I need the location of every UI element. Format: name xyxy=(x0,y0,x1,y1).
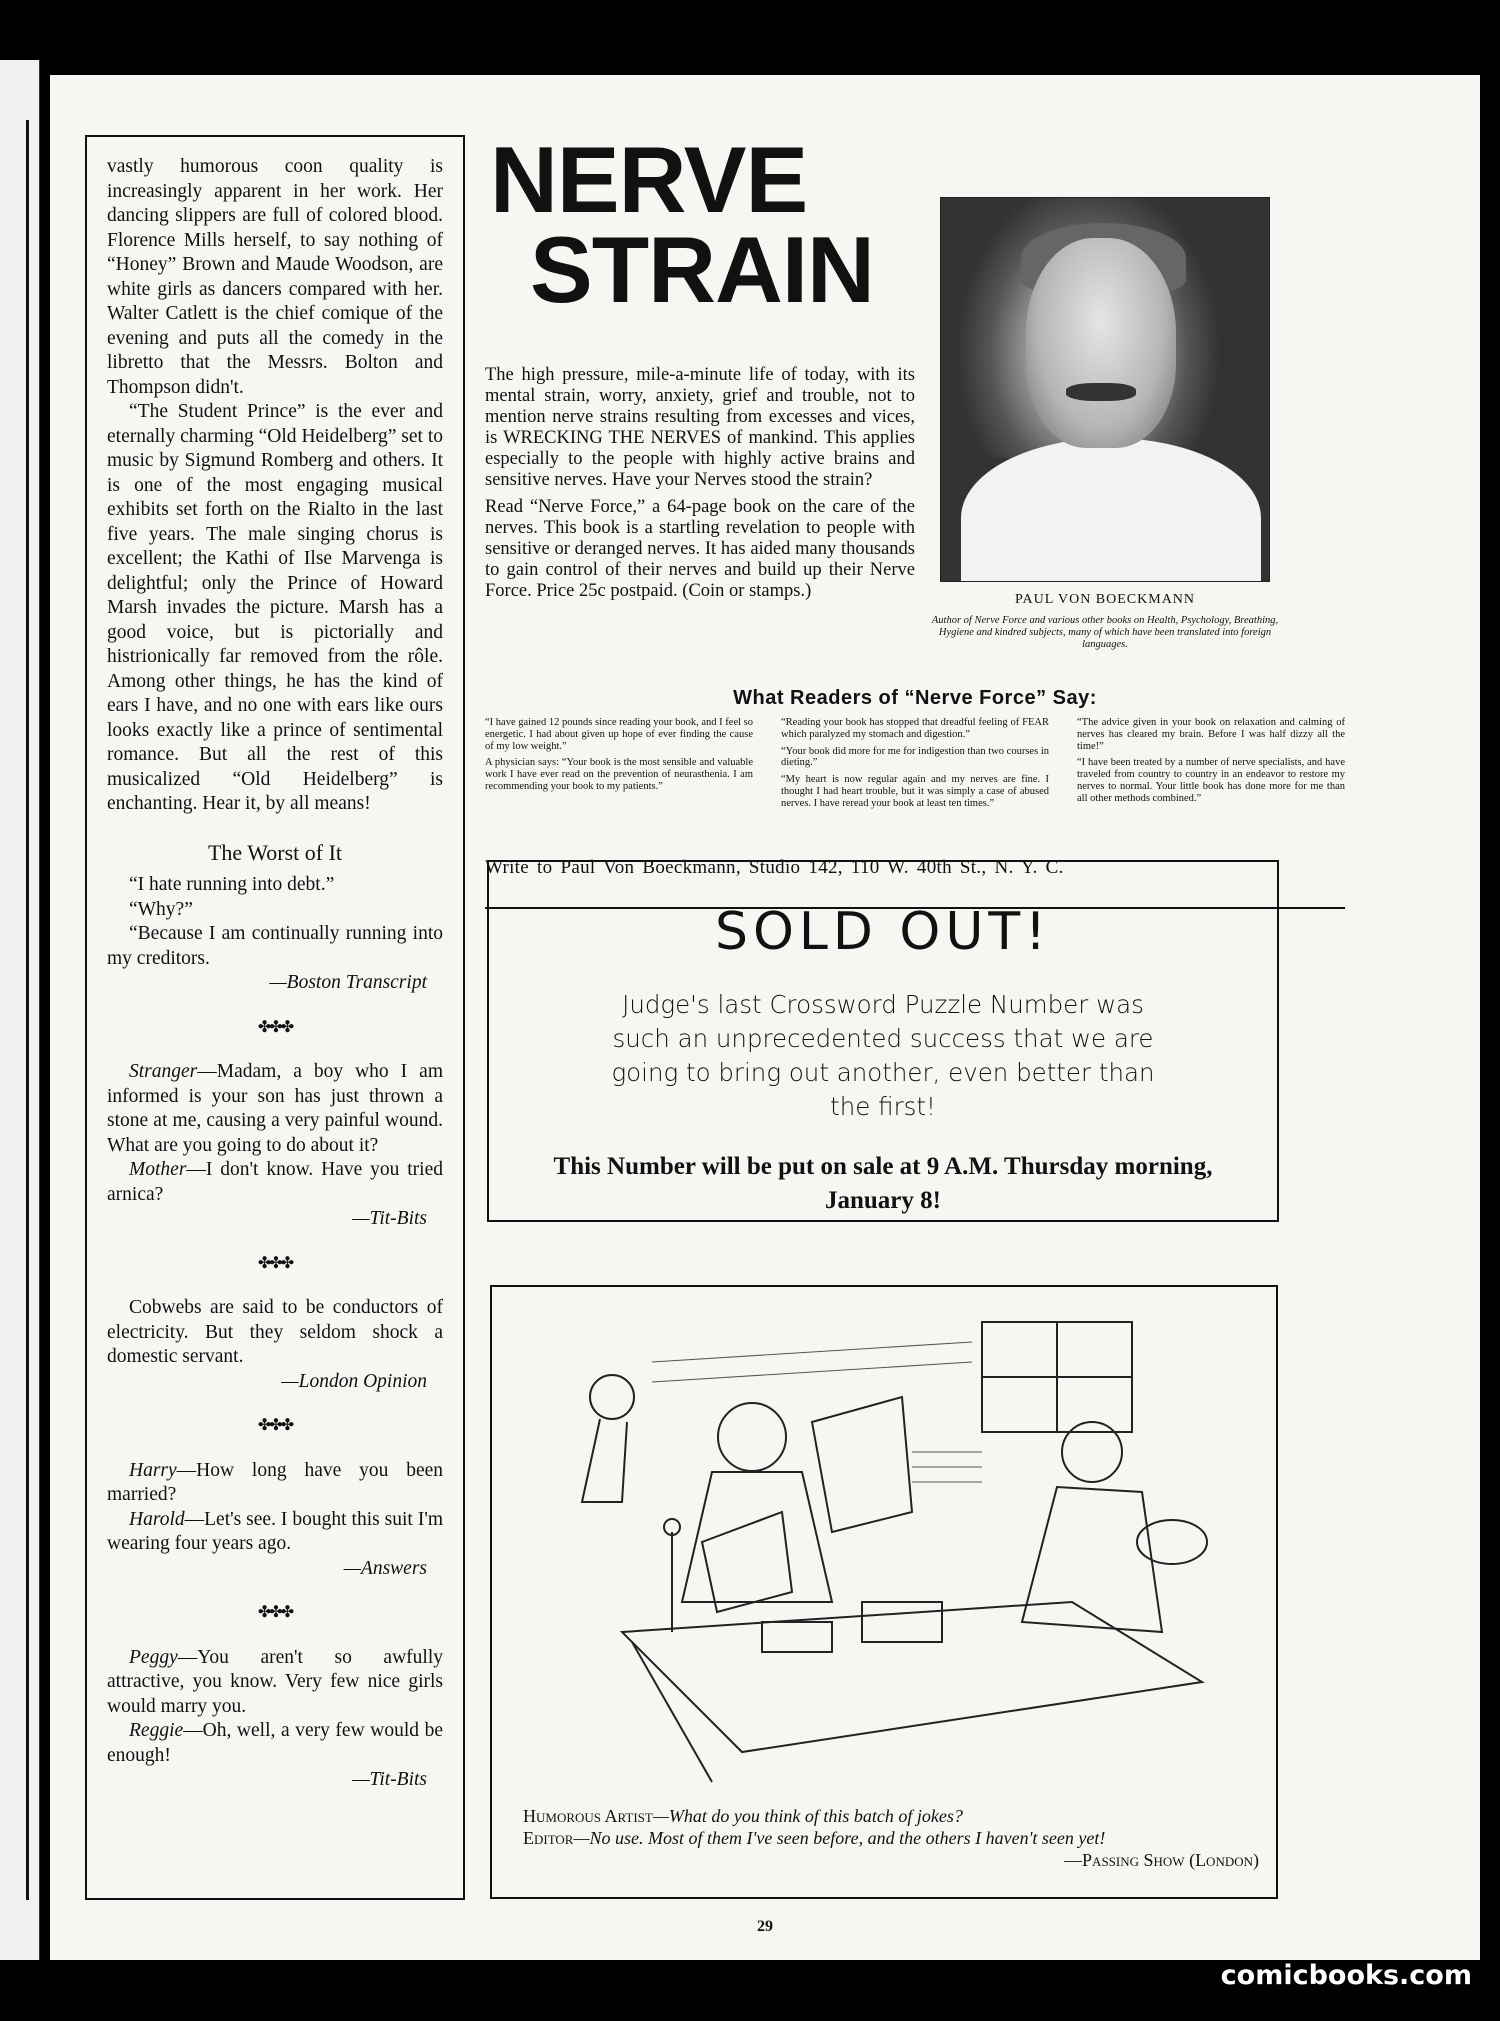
ad-headline-line-2: STRAIN xyxy=(530,217,874,322)
speaker: Humorous Artist xyxy=(523,1806,653,1826)
adjacent-page-edge xyxy=(0,60,40,1960)
review-paragraph-2: “The Student Prince” is the ever and eternally charming “Old Heidelberg” set to music by Sigmund Romberg and others. It is one of the most engaging musical exhibits set forth on the Rialto in the last five years. The male singing chorus is excellent; the Kathi of Ilse Marvenga is delightful; only the Prince of Howard Marsh invades the picture. Marsh has a good voice, but is pictorially and histrionically far removed from the rôle. Among other things, he has the kind of ears I have, and no one with ears like ours looks exactly like a prince of sentimental romance. But all the rest of this musicalized “Old Heidelberg” is enchanting. Hear it, by all means! xyxy=(107,401,443,814)
ad-headline-line-1: NERVE xyxy=(490,127,808,232)
watermark: comicbooks.com xyxy=(1220,1960,1472,1991)
joke-line: “Why?” xyxy=(129,898,193,920)
joke-paragraph: Cobwebs are said to be conductors of electricity. But they seldom shock a domestic servant. xyxy=(107,1297,443,1367)
testimonial-column xyxy=(781,717,1049,815)
portrait-name: PAUL VON BOECKMANN xyxy=(1014,592,1196,607)
speaker: Harry xyxy=(129,1459,177,1481)
testimonial: “Reading your book has stopped that dreadful feeling of FEAR which paralyzed my stomach and digestion.” xyxy=(781,717,1049,740)
testimonial: “I have gained 12 pounds since reading your book, and I feel so energetic. I had about given up hope of ever finding the cause of my low weight.” xyxy=(485,717,753,752)
speaker: Harold xyxy=(129,1508,185,1530)
testimonial: “I have been treated by a number of nerve specialists, and have traveled from country to country in an endeavor to restore my nerves to normal. Your little book has done more for me than all other methods combined.” xyxy=(1077,757,1345,804)
joke-source: —Answers xyxy=(343,1557,427,1579)
section-divider-icon: ✤✤✤ xyxy=(257,1254,293,1272)
ad-headline xyxy=(490,127,874,322)
speaker: Stranger xyxy=(129,1061,198,1082)
joke-source: —Boston Transcript xyxy=(269,972,427,993)
section-divider-icon: ✤✤✤ xyxy=(257,1417,293,1434)
sold-out-sale-date: This Number will be put on sale at 9 A.M. Thursday morning, January 8! xyxy=(553,1153,1213,1214)
caption-text: —What do you think of this batch of jokes? xyxy=(652,1806,963,1826)
portrait-caption: Author of Nerve Force and various other books on Health, Psychology, Breathing, Hygiene and kindred subjects, many of which have been translated into foreign languages. xyxy=(931,615,1279,650)
section-divider-icon: ✤✤✤ xyxy=(257,1018,293,1036)
joke-paragraph xyxy=(107,1646,443,1720)
joke-text: —How long have you been married? xyxy=(107,1459,443,1505)
ad-address: Write to Paul Von Boeckmann, Studio 142, 110 W. 40th St., N. Y. C. xyxy=(485,857,1064,878)
testimonial-column xyxy=(485,717,753,815)
joke-source: —London Opinion xyxy=(281,1370,427,1392)
joke-text: —Let's see. I bought this suit I'm wearing four years ago. xyxy=(107,1508,443,1554)
speaker: Mother xyxy=(129,1159,187,1180)
magazine-page xyxy=(50,75,1480,1960)
testimonials xyxy=(485,717,1345,815)
joke-line: “Because I am continually running into my creditors. xyxy=(107,923,443,969)
speaker: Reggie xyxy=(129,1720,184,1741)
joke-text: —Madam, a boy who I am informed is your son has just thrown a stone at me, causing a very painful wound. What are you going to do about it? xyxy=(107,1061,443,1156)
ad-paragraph-2: Read “Nerve Force,” a 64-page book on the care of the nerves. This book is a startling revelation to people with sensitive or deranged nerves. It has aided many thousands to gain control of their nerves and build up their Nerve Force. Price 25c postpaid. (Coin or stamps.) xyxy=(485,497,915,601)
testimonial: “The advice given in your book on relaxation and calming of nerves has cleared my brain. Before I was half dizzy all the time!” xyxy=(1077,717,1345,752)
ad-body xyxy=(485,365,915,608)
caption-text: —No use. Most of them I've seen before, and the others I haven't seen yet! xyxy=(573,1828,1106,1848)
testimonial: “Your book did more for me for indigestion than two courses in dieting.” xyxy=(781,745,1049,769)
joke-source: —Tit-Bits xyxy=(352,1769,427,1790)
review-paragraph-1: vastly humorous coon quality is increasingly apparent in her work. Her dancing slippers are full of colored blood. Florence Mills herself, to say nothing of “Honey” Brown and Maude Woodson, are white girls as dancers compared with her. Walter Catlett is the chief comique of the evening and puts all the comedy in the libretto that the Messrs. Bolton and Thompson didn't. xyxy=(107,156,443,398)
cartoon-panel xyxy=(490,1285,1278,1899)
sold-out-title: SOLD OUT! xyxy=(714,902,1052,962)
joke-paragraph xyxy=(107,1158,443,1207)
caption-source: —Passing Show (London) xyxy=(1064,1850,1259,1870)
section-divider-icon: ✤✤✤ xyxy=(257,1604,293,1621)
testimonials-heading: What Readers of “Nerve Force” Say: xyxy=(733,687,1097,709)
caption-line-1 xyxy=(514,1805,1259,1827)
page-number: 29 xyxy=(757,1918,773,1935)
speaker: Editor xyxy=(523,1828,574,1848)
sold-out-body: Judge's last Crossword Puzzle Number was such an unprecedented success that we are going to bring out another, even better than the first! xyxy=(611,990,1155,1121)
humor-column xyxy=(85,135,465,1900)
joke-source: —Tit-Bits xyxy=(352,1208,427,1229)
cartoon-illustration xyxy=(512,1302,1260,1797)
sold-out-notice xyxy=(487,860,1279,1222)
joke-paragraph xyxy=(107,1060,443,1158)
joke-text: —You aren't so awfully attractive, you know. Very few nice girls would marry you. xyxy=(107,1646,443,1717)
testimonial: “My heart is now regular again and my nerves are fine. I thought I had heart trouble, but it was simply a case of abused nerves. I have reread your book at least ten times.” xyxy=(781,774,1049,809)
joke-text: —Oh, well, a very few would be enough! xyxy=(107,1720,443,1766)
caption-line-2 xyxy=(514,1827,1259,1849)
joke-paragraph xyxy=(107,1508,443,1557)
joke-paragraph xyxy=(107,1459,443,1508)
joke-line: “I hate running into debt.” xyxy=(129,874,335,895)
testimonial-column xyxy=(1077,717,1345,815)
joke-text: —I don't know. Have you tried arnica? xyxy=(107,1159,443,1205)
nerve-strain-advertisement xyxy=(485,127,1345,915)
section-heading: The Worst of It xyxy=(207,839,343,865)
ad-paragraph-1: The high pressure, mile-a-minute life of today, with its mental strain, worry, anxiety, grief and trouble, not to mention nerve strains resulting from excesses and vices, is WRECKING THE NERVES of mankind. This applies especially to the people with highly active brains and sensitive nerves. Have your Nerves stood the strain? xyxy=(485,365,915,490)
cartoon-caption xyxy=(514,1805,1259,1871)
testimonial: A physician says: “Your book is the most sensible and valuable work I have ever read on the prevention of neurasthenia. I am recommending your book to my patients.” xyxy=(485,757,753,792)
author-portrait xyxy=(940,197,1270,582)
joke-paragraph xyxy=(107,1719,443,1768)
speaker: Peggy xyxy=(129,1646,178,1668)
